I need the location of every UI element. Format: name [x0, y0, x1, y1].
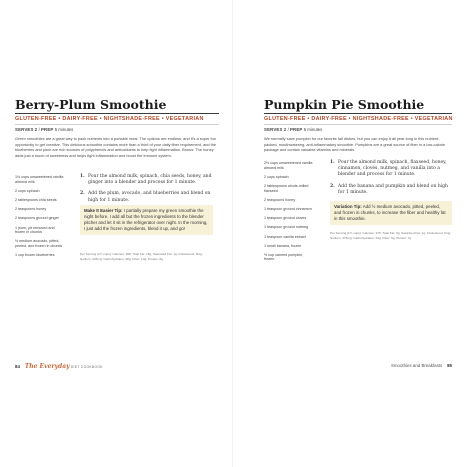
tags-divider: [15, 124, 219, 125]
ingredient-item: 1 cup frozen blueberries: [15, 253, 55, 258]
ingredient-item: 1 teaspoon ground cinnamon: [264, 206, 312, 211]
ingredient-item: 1 teaspoon vanilla extract: [264, 234, 306, 239]
ingredient-item: ½ medium avocado, pitted, peeled, and frozen in chunks: [15, 239, 63, 248]
step-number: 2.: [80, 191, 85, 197]
ingredient-item: 2½ cups unsweetened vanilla almond milk: [264, 161, 313, 170]
serves-value: 2: [34, 127, 38, 132]
recipe-title: Berry-Plum Smoothie: [15, 97, 167, 112]
tags-divider: [264, 124, 452, 125]
book-brand: The Everyday: [24, 363, 70, 370]
instruction-step: [330, 160, 452, 179]
instruction-step: [80, 191, 212, 203]
instruction-list: [80, 174, 212, 209]
instruction-list: [330, 160, 452, 201]
page-number: 85: [447, 363, 452, 368]
ingredient-item: 1 teaspoon ground nutmeg: [264, 225, 309, 230]
section-name: Smoothies and Breakfasts: [390, 363, 443, 368]
tip-label: Make It Easier Tip:: [84, 208, 123, 213]
ingredient-item: 2 teaspoons honey: [264, 197, 296, 202]
serves-label: SERVES: [15, 127, 34, 132]
prep-value: 5 minutes: [303, 127, 323, 132]
serves-prep: [264, 127, 322, 132]
prep-label: PREP: [40, 127, 54, 132]
step-number: 2.: [330, 183, 335, 189]
diet-tags: GLUTEN-FREE • DAIRY-FREE • NIGHTSHADE-FREE • VEGETARIAN: [15, 116, 204, 122]
prep-value: 5 minutes: [54, 127, 74, 132]
tip-text: I partially prepare my green smoothie the night before. I add all but the frozen ingredients to the blender pitcher and let it sit in the refrigerator over night. In the morning, I just add the frozen ingredients, blend it up, and go!: [84, 208, 208, 231]
nutrition-info: Per Serving (1½ cups): Calories: 298; Total Fat: 16g; Saturated Fat: 1g; Cholesterol: 0mg; Sodium: 245mg; Carbohydrates: 38g; Fiber: 13g; Protein: 8g: [80, 252, 203, 261]
book-title: DIET COOKBOOK: [70, 365, 103, 369]
instruction-step: [80, 174, 212, 186]
ingredient-item: 2 cups spinach: [15, 188, 40, 193]
ingredient-list: [15, 175, 65, 262]
serves-prep: [15, 127, 73, 132]
ingredient-item: 1 teaspoon ground cloves: [264, 216, 307, 221]
tip-box: [80, 205, 213, 235]
serves-value: 2: [283, 127, 287, 132]
meta-separator: /: [287, 127, 289, 132]
recipe-title: Pumpkin Pie Smoothie: [264, 97, 425, 112]
ingredient-item: 1 small banana, frozen: [264, 243, 302, 248]
title-divider: [15, 113, 219, 114]
page-footer: [391, 363, 452, 368]
ingredient-item: 2 tablespoons whole-milled flaxseed: [264, 183, 309, 193]
ingredient-item: 1 plum, pit removed and frozen in chunks: [15, 225, 55, 235]
step-text: Add the plum, avocado, and blueberries and blend on high for 1 minute.: [88, 191, 211, 203]
step-number: 1.: [80, 174, 85, 179]
recipe-intro: Green smoothies are a great way to pack nutrients into a portable meal. The options are endless, and it's a super fun opportunity to get creative. This delicious smoothie contains more than a third of your daily fiber requirement, and the blueberries and plum are rich sources of polyphenols and antioxidants to help fight inflammation. Bonus: The honey adds just a touch of sweetness and helps fight inflammation and boost the immune system.: [15, 136, 217, 158]
ingredient-item: 2 tablespoons chia seeds: [15, 197, 57, 202]
ingredient-item: ½ cup canned pumpkin, frozen: [264, 252, 304, 262]
instruction-step: [330, 184, 452, 196]
tip-text: Add ½ medium avocado, pitted, peeled, and frozen in chunks, to increase the fiber and healthy fat in this smoothie.: [334, 204, 446, 221]
diet-tags: GLUTEN-FREE • DAIRY-FREE • NIGHTSHADE-FREE • VEGETARIAN: [264, 116, 453, 122]
tip-label: Variation Tip:: [334, 204, 362, 209]
ingredient-list: [264, 161, 314, 267]
tip-box: [330, 201, 452, 225]
step-text: Pour the almond milk, spinach, flaxseed, honey, cinnamon, cloves, nutmeg, and vanilla into a blender and process for 1 minute.: [338, 160, 447, 178]
step-text: Pour the almond milk, spinach, chia seeds, honey, and ginger into a blender and process for 1 minute.: [88, 174, 212, 186]
nutrition-info: Per Serving (1½ cups): Calories: 276; Total Fat: 9g; Saturated Fat: 1g; Cholesterol: 0mg; Sodium: 376mg; Carbohydrates: 44g; Fiber: 9g; Protein: 7g: [330, 231, 452, 240]
title-divider: [264, 113, 452, 114]
recipe-intro: We normally save pumpkin for our favorite fall dishes, but you can enjoy it all year long in this nutrient-packed, mouthwatering, anti-inflammatory smoothie. Pumpkins are a great source of fiber in a low-calorie package and contain valuable vitamins and minerals.: [264, 136, 445, 153]
ingredient-item: 2 cups spinach: [264, 174, 289, 179]
ingredient-item: 1½ cups unsweetened vanilla almond milk: [15, 175, 64, 184]
page-footer: [15, 363, 103, 370]
serves-label: SERVES: [264, 127, 283, 132]
left-page: [0, 0, 233, 467]
page-number: 84: [15, 364, 20, 369]
meta-separator: /: [38, 127, 40, 132]
ingredient-item: 2 teaspoons honey: [15, 207, 47, 212]
right-page: [233, 0, 466, 467]
ingredient-item: 2 teaspoons ground ginger: [15, 216, 59, 221]
prep-label: PREP: [289, 127, 303, 132]
step-number: 1.: [330, 160, 335, 165]
step-text: Add the banana and pumpkin and blend on high for 1 minute.: [338, 183, 448, 195]
